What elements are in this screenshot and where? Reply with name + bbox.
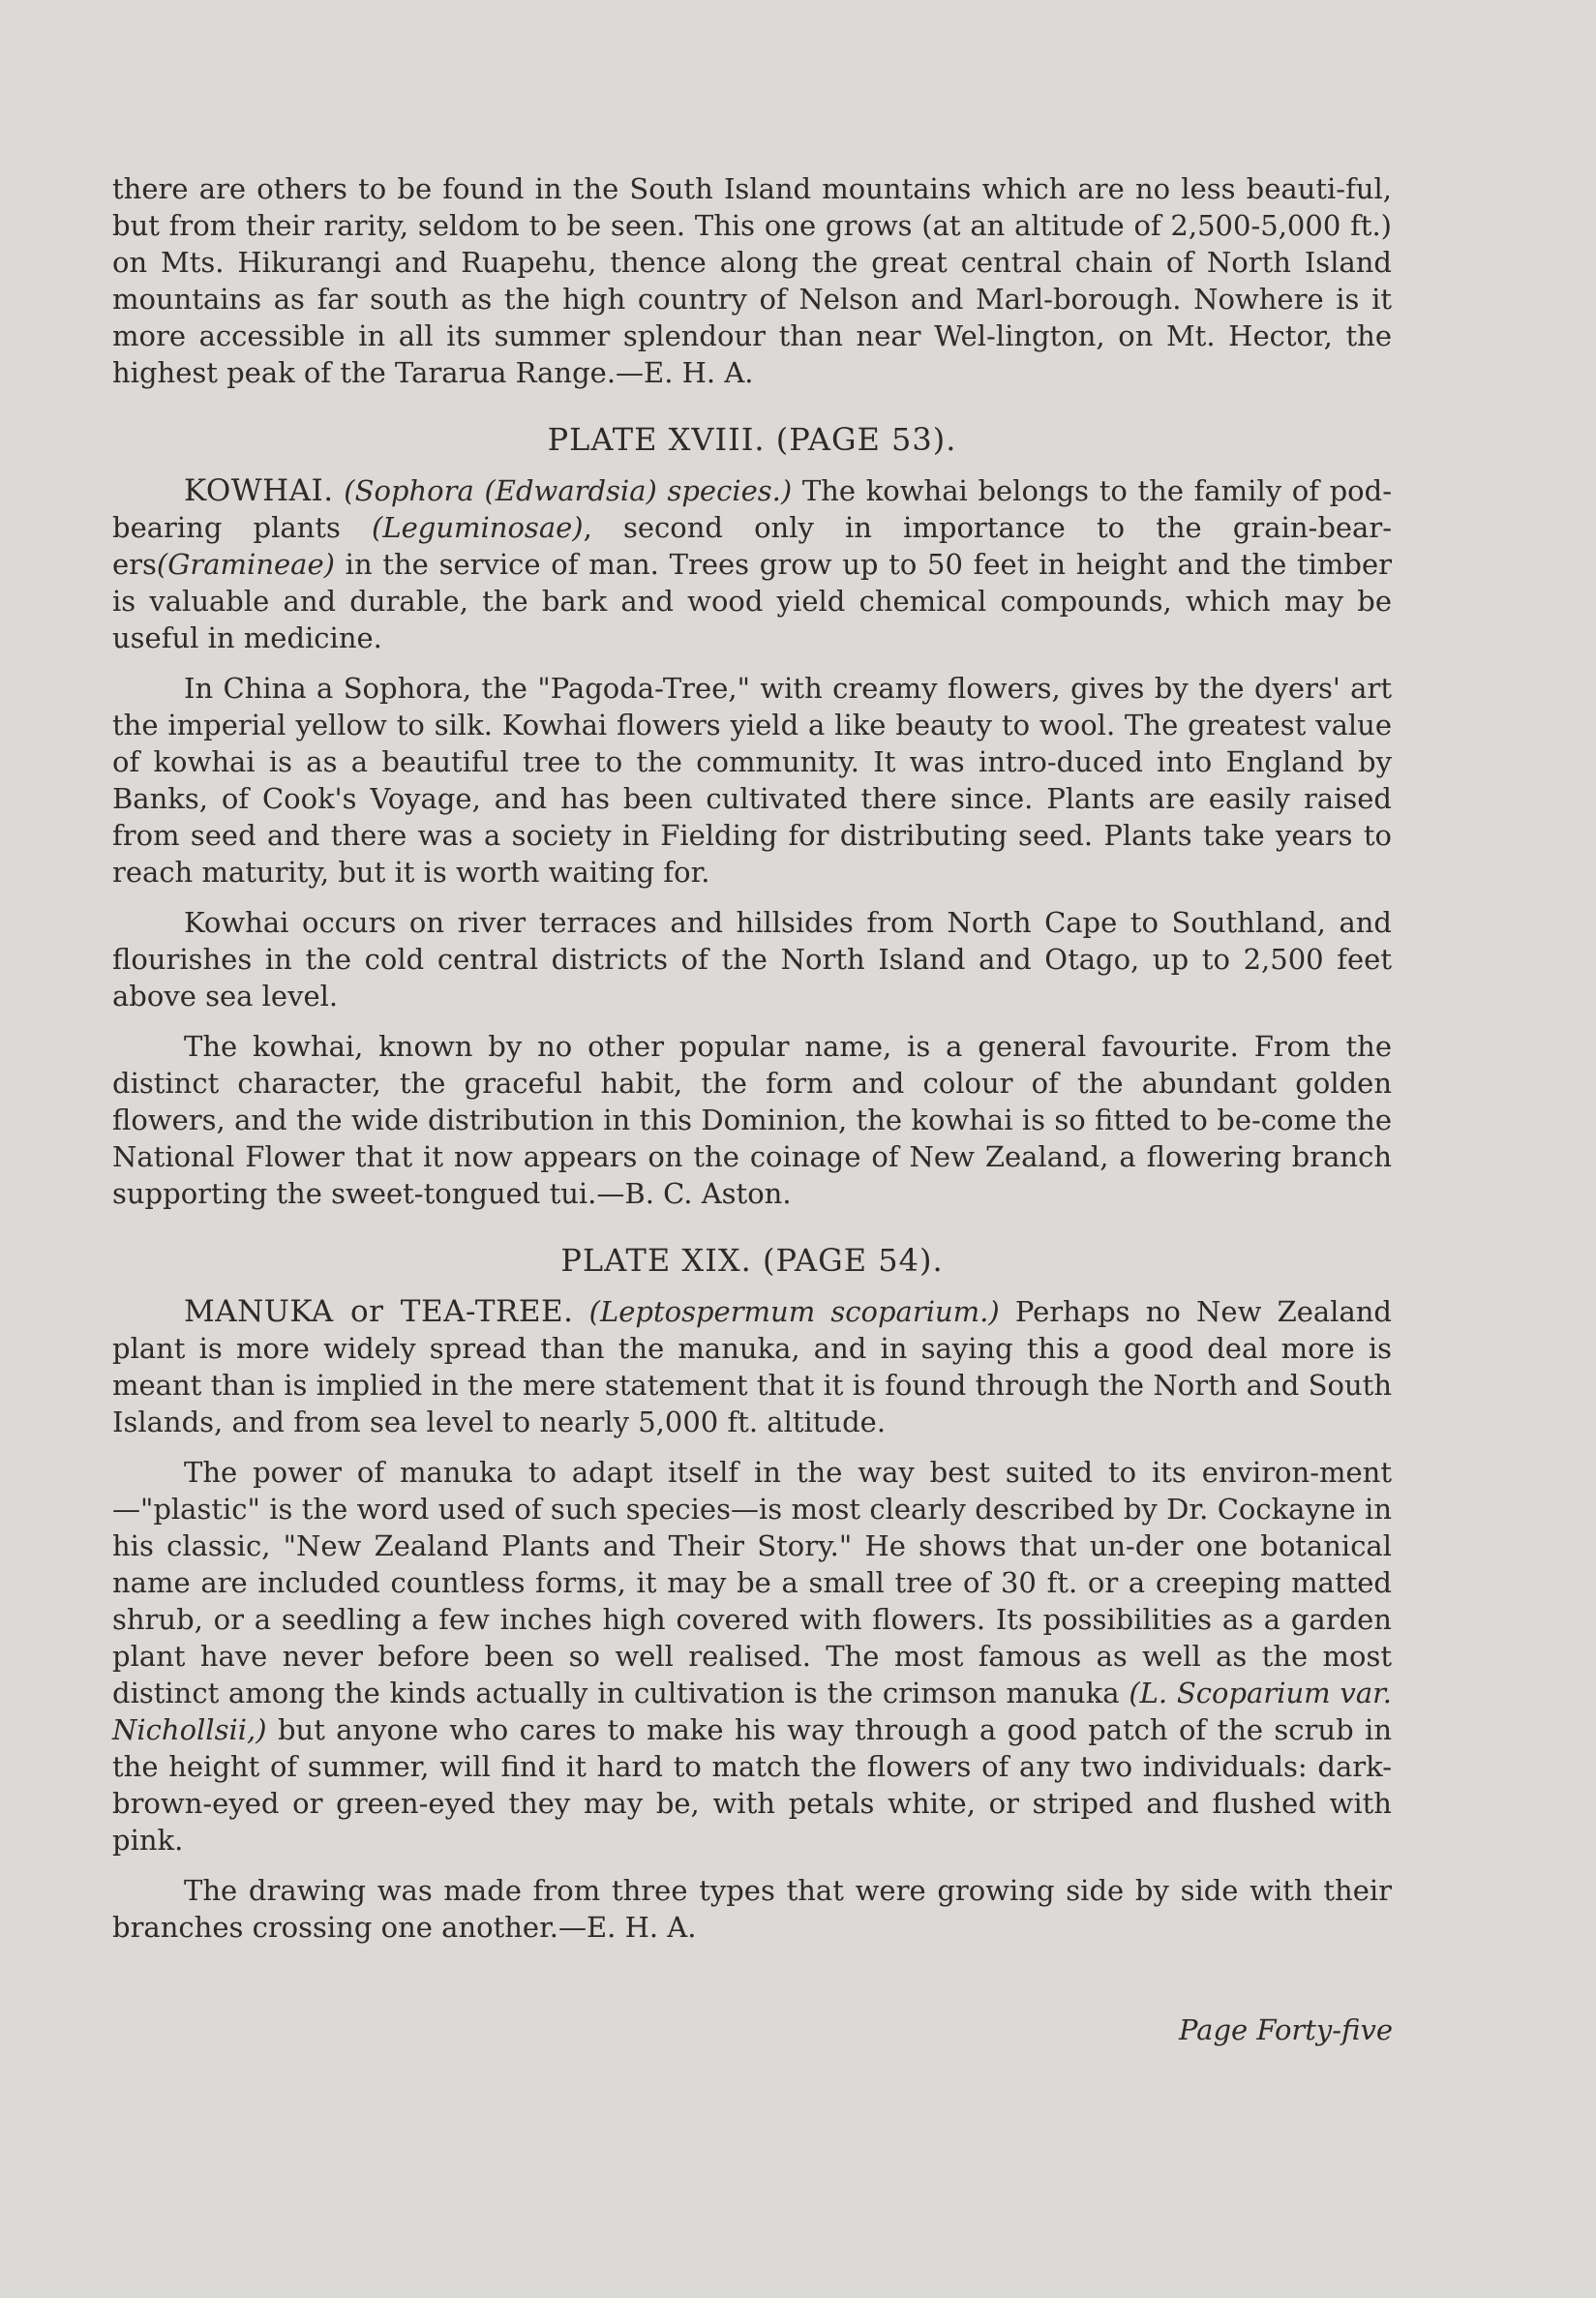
gramineae-latin: (Gramineae)	[156, 548, 335, 581]
intro-paragraph: there are others to be found in the South Island mountains which are no less beauti-ful, but from their rarity, seldom to be seen. This one grows (at an altitude of 2,500-5,000 ft.) on Mts. Hikurangi and Ruapehu, thence along the great central chain of North Island mountains as far south as the high country of Nelson and Marl-borough. Nowhere is it more accessible in all its summer splendour than near Wel-lington, on Mt. Hector, the highest peak of the Tararua Range.—E. H. A.	[112, 172, 1392, 389]
manuka-paragraph-1: MANUKA or TEA-TREE. (Leptospermum scoparium.) Perhaps no New Zealand plant is more widely spread than the manuka, and in saying this a good deal more is meant than is implied in the mere statement that it is found through the North and South Islands, and from sea level to nearly 5,000 ft. altitude.	[112, 1294, 1392, 1438]
plate-xix-heading: PLATE XIX. (PAGE 54).	[560, 1242, 944, 1279]
kowhai-paragraph-4: The kowhai, known by no other popular name, is a general favourite. From the distinct character, the graceful habit, the form and colour of the abundant golden flowers, and the wide distribution in this Dominion, the kowhai is so fitted to be-come the National Flower that it now appears on the coinage of New Zealand, a flowering branch supporting the sweet-tongued tui.—B. C. Aston.	[112, 1030, 1392, 1210]
kowhai-paragraph-3: Kowhai occurs on river terraces and hillsides from North Cape to Southland, and flourishes in the cold central districts of the North Island and Otago, up to 2,500 feet above sea level.	[112, 906, 1392, 1013]
kowhai-paragraph-2: In China a Sophora, the "Pagoda-Tree," with creamy flowers, gives by the dyers' art the imperial yellow to silk. Kowhai flowers yield a like beauty to wool. The greatest value of kowhai is as a beautiful tree to the community. It was intro-duced into England by Banks, of Cook's Voyage, and has been cultivated there since. Plants are easily raised from seed and there was a society in Fielding for distributing seed. Plants take years to reach maturity, but it is worth waiting for.	[112, 672, 1392, 889]
kowhai-latin-name: (Sophora (Edwardsia) species.)	[344, 474, 793, 507]
manuka-title: MANUKA or TEA-TREE.	[184, 1294, 574, 1329]
kowhai-paragraph-1: KOWHAI. (Sophora (Edwardsia) species.) The kowhai belongs to the family of pod-bearing plants (Leguminosae), second only in importance to the grain-bear-ers(Gramineae) in the service of man. Trees grow up to 50 feet in height and the timber is valuable and durable, the bark and wood yield chemical compounds, which may be useful in medicine.	[112, 473, 1393, 654]
plate-xviii-heading: PLATE XVIII. (PAGE 53).	[547, 421, 957, 458]
kowhai-title: KOWHAI.	[184, 473, 334, 508]
page-body	[112, 170, 1392, 1946]
manuka-paragraph-3: The drawing was made from three types that were growing side by side with their branches crossing one another.—E. H. A.	[112, 1874, 1392, 1944]
nichollsii-latin: (L. Scoparium var. Nichollsii,)	[112, 1677, 1393, 1746]
leguminosae-latin: (Leguminosae)	[372, 511, 584, 544]
manuka-paragraph-2: The power of manuka to adapt itself in the way best suited to its environ-ment—"plastic" is the word used of such species—is most clearly described by Dr. Cockayne in his classic, "New Zealand Plants and Their Story." He shows that un-der one botanical name are included countless forms, it may be a small tree of 30 ft. or a creeping matted shrub, or a seedling a few inches high covered with flowers. Its possibilities as a garden plant have never before been so well realised. The most famous as well as the most distinct among the kinds actually in cultivation is the crimson manuka (L. Scoparium var. Nichollsii,) but anyone who cares to make his way through a good patch of the scrub in the height of summer, will find it hard to match the flowers of any two individuals: dark-brown-eyed or green-eyed they may be, with petals white, or striped and flushed with pink.	[112, 1456, 1393, 1857]
page-number: Page Forty-five	[1178, 2013, 1393, 2046]
manuka-latin-name: (Leptospermum scoparium.)	[588, 1295, 1000, 1328]
